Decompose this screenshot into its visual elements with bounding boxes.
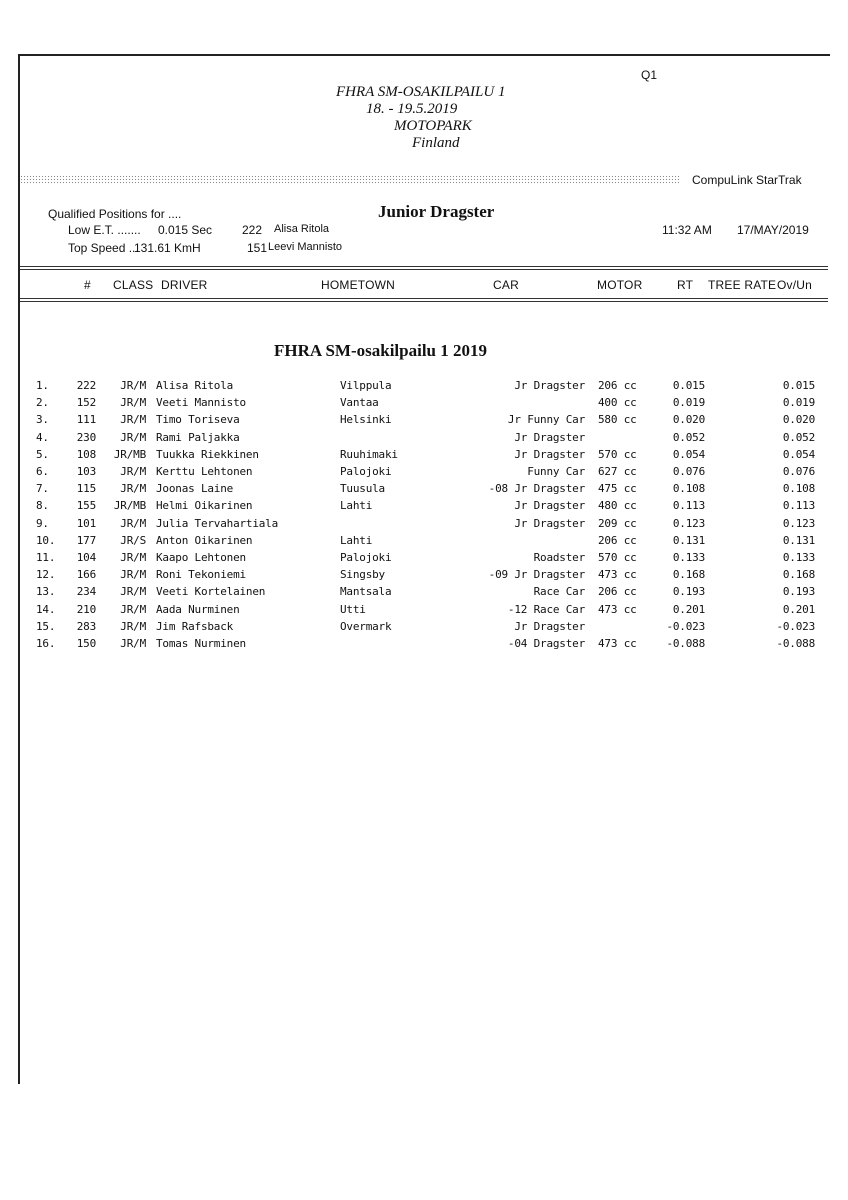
reaction-time: -0.023	[666, 619, 705, 633]
driver-name: Veeti Mannisto	[156, 396, 246, 410]
motor: 206 cc	[598, 379, 637, 392]
position: 6.	[36, 465, 49, 478]
col-class: CLASS	[113, 278, 154, 292]
section-title: FHRA SM-osakilpailu 1 2019	[274, 341, 488, 360]
hometown: Ruuhimaki	[340, 447, 398, 461]
hometown: Utti	[340, 602, 366, 616]
hometown: Palojoki	[340, 465, 392, 478]
reaction-time: 0.168	[672, 568, 705, 582]
car-number: 111	[76, 413, 96, 427]
car: Funny Car	[527, 465, 585, 478]
top-speed-driver: Leevi Mannisto	[268, 241, 342, 253]
hometown: Lahti	[340, 499, 373, 513]
col-driver: DRIVER	[161, 278, 208, 292]
report-date: 17/MAY/2019	[737, 223, 809, 237]
reaction-time: 0.019	[672, 396, 705, 410]
class: JR/M	[120, 585, 146, 599]
over-under: 0.052	[782, 430, 815, 444]
driver-name: Kaapo Lehtonen	[156, 551, 246, 564]
table-row	[0, 637, 848, 654]
low-et-value: 0.015 Sec	[158, 223, 213, 237]
over-under: 0.123	[782, 516, 815, 530]
over-under: 0.131	[782, 533, 815, 547]
col-rt: RT	[677, 278, 694, 292]
car: Jr Dragster	[514, 499, 585, 513]
over-under: 0.076	[782, 465, 815, 478]
car: Jr Dragster	[514, 447, 585, 461]
table-row	[0, 482, 848, 499]
qualified-label: Qualified Positions for ....	[48, 207, 182, 221]
table-row	[0, 413, 848, 430]
hometown: Lahti	[340, 533, 373, 547]
car-number: 166	[76, 568, 96, 582]
over-under: 0.133	[782, 551, 815, 564]
reaction-time: 0.076	[672, 465, 705, 478]
table-row	[0, 517, 848, 534]
header-rule-top-2	[20, 269, 828, 270]
car-number: 230	[76, 430, 96, 444]
report-time: 11:32 AM	[662, 223, 712, 237]
car: Jr Funny Car	[507, 413, 585, 427]
motor: 473 cc	[598, 568, 637, 582]
class: JR/S	[120, 533, 146, 547]
dotted-separator	[20, 175, 680, 184]
header-rule-bottom-2	[20, 301, 828, 302]
over-under: 0.108	[782, 482, 815, 496]
table-row	[0, 620, 848, 637]
driver-name: Anton Oikarinen	[156, 533, 253, 547]
hometown: Overmark	[340, 619, 392, 633]
driver-name: Tuukka Riekkinen	[156, 447, 259, 461]
driver-name: Tomas Nurminen	[156, 637, 246, 650]
col-ov-un: Ov/Un	[777, 278, 813, 292]
car-number: 152	[76, 396, 96, 410]
table-row	[0, 396, 848, 413]
car: Roadster	[533, 551, 585, 564]
driver-name: Alisa Ritola	[156, 379, 234, 392]
event-country: Finland	[412, 135, 460, 151]
class: JR/M	[120, 551, 146, 564]
table-row	[0, 603, 848, 620]
position: 9.	[36, 516, 49, 530]
driver-name: Joonas Laine	[156, 482, 234, 496]
driver-name: Helmi Oikarinen	[156, 499, 253, 513]
table-row	[0, 431, 848, 448]
top-speed-number: 151	[247, 241, 268, 255]
driver-name: Rami Paljakka	[156, 430, 240, 444]
class: JR/M	[120, 482, 146, 496]
class: JR/M	[120, 465, 146, 478]
car: -09 Jr Dragster	[488, 568, 585, 582]
header-rule-top	[20, 266, 828, 267]
class-title: Junior Dragster	[378, 202, 495, 221]
car-number: 108	[76, 447, 96, 461]
reaction-time: 0.015	[672, 379, 705, 392]
motor: 580 cc	[598, 413, 637, 427]
event-title: FHRA SM-OSAKILPAILU 1	[336, 84, 506, 100]
car-number: 150	[76, 637, 96, 650]
table-row	[0, 379, 848, 396]
reaction-time: 0.193	[672, 585, 705, 599]
reaction-time: 0.020	[672, 413, 705, 427]
car-number: 234	[76, 585, 96, 599]
driver-name: Aada Nurminen	[156, 602, 240, 616]
class: JR/M	[120, 602, 146, 616]
motor: 206 cc	[598, 585, 637, 599]
col-motor: MOTOR	[597, 278, 643, 292]
col-num: #	[84, 278, 91, 292]
reaction-time: -0.088	[666, 637, 705, 650]
motor: 206 cc	[598, 533, 637, 547]
reaction-time: 0.108	[672, 482, 705, 496]
reaction-time: 0.052	[672, 430, 705, 444]
car-number: 283	[76, 619, 96, 633]
motor: 475 cc	[598, 482, 637, 496]
col-tree-rate: TREE RATE	[708, 278, 777, 292]
table-row	[0, 448, 848, 465]
driver-name: Timo Toriseva	[156, 413, 240, 427]
position: 12.	[36, 568, 56, 582]
motor: 400 cc	[598, 396, 637, 410]
position: 13.	[36, 585, 56, 599]
driver-name: Veeti Kortelainen	[156, 585, 266, 599]
top-speed-label: Top Speed ...	[68, 241, 139, 255]
table-row	[0, 551, 848, 568]
event-dates: 18. - 19.5.2019	[366, 101, 458, 117]
driver-name: Kerttu Lehtonen	[156, 465, 253, 478]
reaction-time: 0.131	[672, 533, 705, 547]
car: Jr Dragster	[514, 379, 585, 392]
position: 7.	[36, 482, 49, 496]
position: 15.	[36, 619, 56, 633]
car: Jr Dragster	[514, 619, 585, 633]
page-id: Q1	[641, 68, 658, 82]
over-under: -0.088	[776, 637, 815, 650]
car: Jr Dragster	[514, 430, 585, 444]
car-number: 103	[76, 465, 96, 478]
software-label: CompuLink StarTrak	[692, 173, 802, 187]
driver-name: Julia Tervahartiala	[156, 516, 279, 530]
driver-name: Jim Rafsback	[156, 619, 234, 633]
car-number: 104	[76, 551, 96, 564]
header-rule-bottom	[20, 298, 828, 299]
motor: 570 cc	[598, 551, 637, 564]
table-row	[0, 499, 848, 516]
reaction-time: 0.123	[672, 516, 705, 530]
table-row	[0, 534, 848, 551]
class: JR/MB	[113, 499, 146, 513]
position: 10.	[36, 533, 56, 547]
class: JR/M	[120, 619, 146, 633]
car: Race Car	[533, 585, 585, 599]
hometown: Vantaa	[340, 396, 379, 410]
motor: 209 cc	[598, 516, 637, 530]
event-venue: MOTOPARK	[394, 118, 472, 134]
position: 3.	[36, 413, 49, 427]
car-number: 155	[76, 499, 96, 513]
hometown: Vilppula	[340, 379, 392, 392]
driver-name: Roni Tekoniemi	[156, 568, 246, 582]
hometown: Tuusula	[340, 482, 385, 496]
reaction-time: 0.054	[672, 447, 705, 461]
position: 5.	[36, 447, 49, 461]
car-number: 115	[76, 482, 96, 496]
motor: 473 cc	[598, 637, 637, 650]
over-under: 0.113	[782, 499, 815, 513]
class: JR/MB	[113, 447, 146, 461]
motor: 627 cc	[598, 465, 637, 478]
car: Jr Dragster	[514, 516, 585, 530]
position: 8.	[36, 499, 49, 513]
hometown: Singsby	[340, 568, 385, 582]
over-under: 0.201	[782, 602, 815, 616]
car: -04 Dragster	[507, 637, 585, 650]
position: 4.	[36, 430, 49, 444]
low-et-driver: Alisa Ritola	[274, 223, 330, 235]
top-border	[18, 54, 830, 56]
low-et-number: 222	[242, 223, 263, 237]
low-et-label: Low E.T. .......	[68, 223, 141, 237]
over-under: 0.193	[782, 585, 815, 599]
col-car: CAR	[493, 278, 519, 292]
reaction-time: 0.113	[672, 499, 705, 513]
over-under: 0.015	[782, 379, 815, 392]
hometown: Palojoki	[340, 551, 392, 564]
position: 11.	[36, 551, 56, 564]
hometown: Helsinki	[340, 413, 392, 427]
table-row	[0, 465, 848, 482]
class: JR/M	[120, 396, 146, 410]
table-row	[0, 585, 848, 602]
car-number: 222	[76, 379, 96, 392]
class: JR/M	[120, 568, 146, 582]
hometown: Mantsala	[340, 585, 392, 599]
reaction-time: 0.201	[672, 602, 705, 616]
over-under: 0.054	[782, 447, 815, 461]
table-row	[0, 568, 848, 585]
class: JR/M	[120, 516, 146, 530]
position: 2.	[36, 396, 49, 410]
motor: 480 cc	[598, 499, 637, 513]
position: 16.	[36, 637, 56, 650]
position: 1.	[36, 379, 49, 392]
over-under: 0.020	[782, 413, 815, 427]
car-number: 210	[76, 602, 96, 616]
over-under: -0.023	[776, 619, 815, 633]
class: JR/M	[120, 637, 146, 650]
car-number: 101	[76, 516, 96, 530]
car: -12 Race Car	[507, 602, 585, 616]
top-speed-value: 131.61 KmH	[134, 241, 201, 255]
car-number: 177	[76, 533, 96, 547]
over-under: 0.019	[782, 396, 815, 410]
reaction-time: 0.133	[672, 551, 705, 564]
position: 14.	[36, 602, 56, 616]
over-under: 0.168	[782, 568, 815, 582]
class: JR/M	[120, 379, 146, 392]
motor: 570 cc	[598, 447, 637, 461]
col-hometown: HOMETOWN	[321, 278, 396, 292]
motor: 473 cc	[598, 602, 637, 616]
class: JR/M	[120, 430, 146, 444]
class: JR/M	[120, 413, 146, 427]
car: -08 Jr Dragster	[488, 482, 585, 496]
